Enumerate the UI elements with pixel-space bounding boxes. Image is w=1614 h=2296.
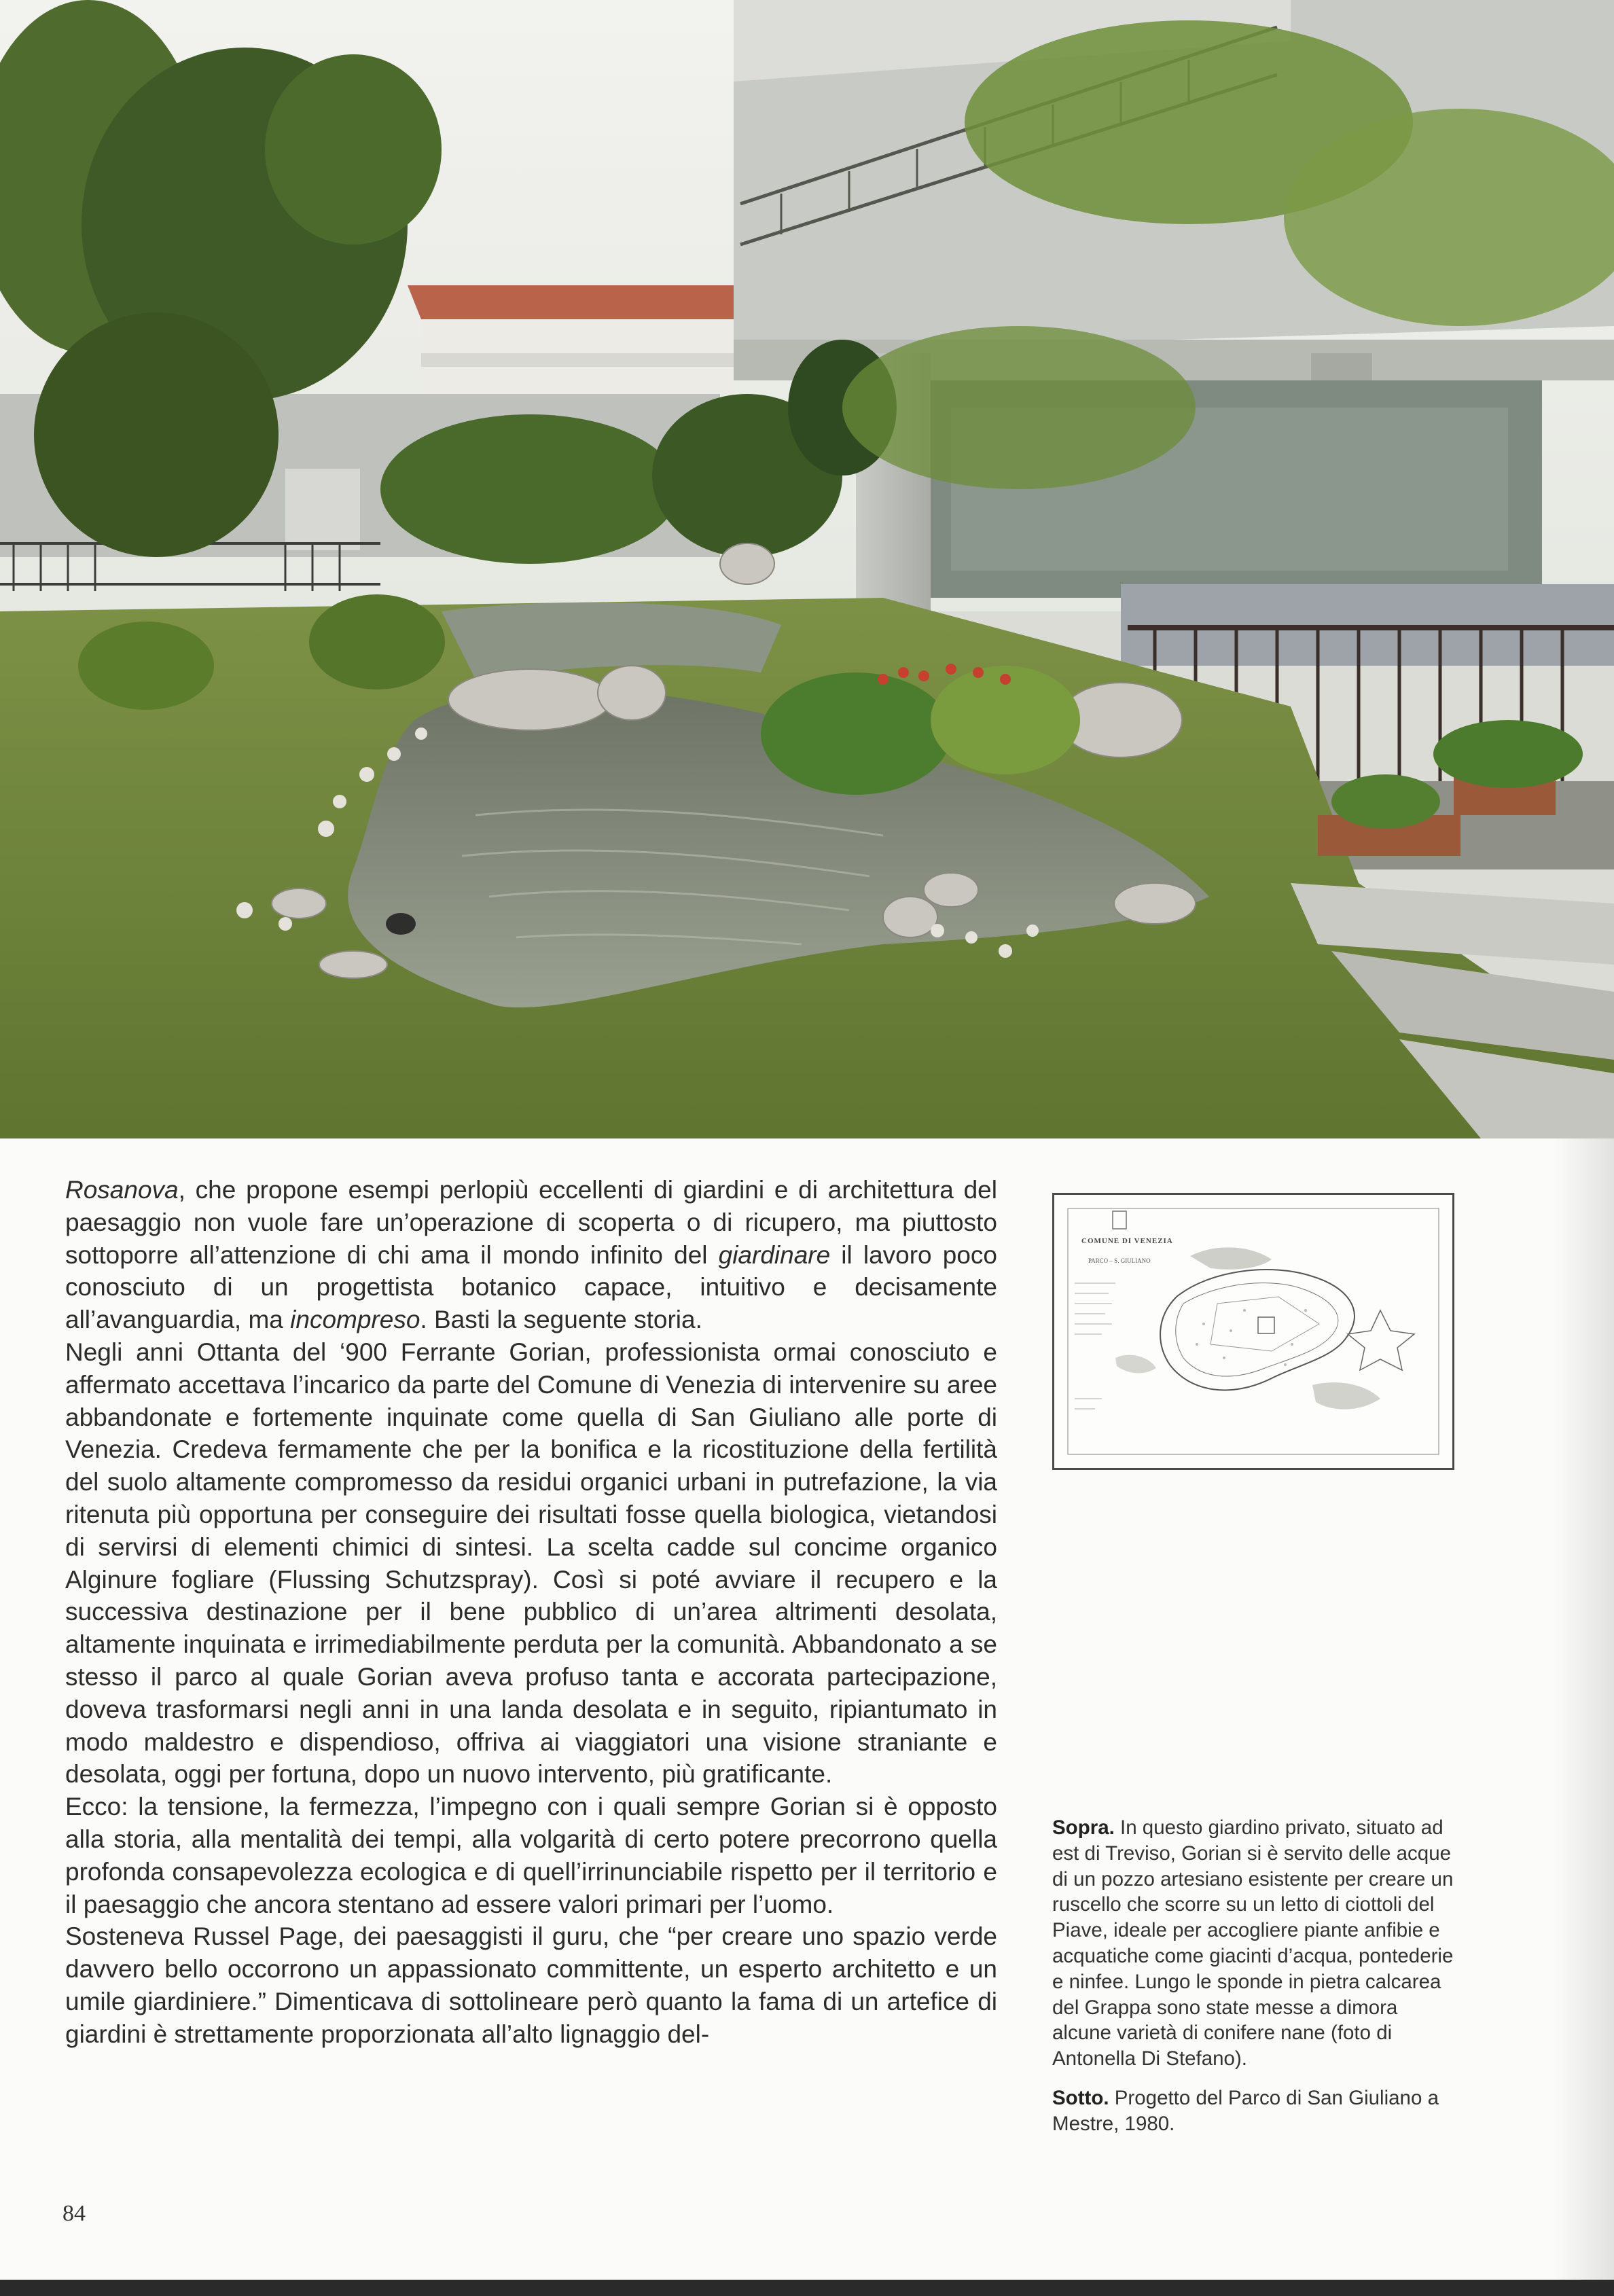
page-number: 84 bbox=[62, 2201, 86, 2226]
plan-title: COMUNE DI VENEZIA bbox=[1081, 1237, 1173, 1245]
photo-illustration bbox=[0, 0, 1614, 1138]
paragraph-intro bbox=[65, 1174, 997, 1336]
caption-below bbox=[1052, 2085, 1460, 2137]
caption-above bbox=[1052, 1815, 1460, 2072]
intro-text-2: il lavoro poco conosciuto di un progettista botanico capace, intuitivo e decisamente all’avanguardia, ma bbox=[65, 1240, 997, 1334]
scan-edge bbox=[0, 2280, 1614, 2296]
caption-above-text: In questo giardino privato, situato ad est di Treviso, Gorian si è servito delle acque di un pozzo artesiano esistente per creare un ruscello che scorre su un letto di ciottoli del Piave, ideale per accogliere piante anfibie e acquatiche come giacinti d’acqua, pontederie e ninfee. Lungo le sponde in pietra calcarea del Grappa sono state messe a dimora alcune varietà di conifere nane (foto di Antonella Di Stefano). bbox=[1052, 1816, 1454, 2070]
paragraph-russel-page: Sosteneva Russel Page, dei paesaggisti il guru, che “per creare uno spazio verde davvero bello occorrono un appassionato committente, un esperto architetto e un umile giardiniere.” Dimenticava di sottolineare però quanto la fama di un artefice di giardini è strettamente proporzionata all’alto lignaggio del- bbox=[65, 1922, 997, 2048]
park-plan-drawing bbox=[1052, 1193, 1454, 1470]
photo-caption bbox=[1052, 1815, 1460, 2151]
paragraph-history: Negli anni Ottanta del ‘900 Ferrante Gorian, professionista ormai conosciuto e affermato accettava l’incarico da parte del Comune di Venezia di intervenire su aree abbandonate e fortemente inquinate come quella di San Giuliano alle porte di Venezia. Credeva fermamente che per la bonifica e la ricostituzione della fertilità del suolo altamente compromesso da residui organici urbani in putrefazione, la via ritenuta più opportuna per conseguire dei risultati fosse quella biologica, vietandosi di servirsi di elementi chimici di sintesi. La scelta cadde sul concime organico Alginure fogliare (Flussing Schutzspray). Così si poté avviare il recupero e la successiva destinazione per il bene pubblico di un’area altrimenti desolata, altamente inquinata e irrimediabilmente perduta per la comunità. Abbandonato a se stesso il parco al quale Gorian aveva profuso tanta e accorata partecipazione, doveva trasformarsi negli anni in una landa desolata e in seguito, ripiantumato in modo maldestro e dispendioso, offriva ai viaggiatori una visione straniante e desolata, oggi per fortuna, dopo un nuovo intervento, più gratificante. bbox=[65, 1338, 997, 1789]
caption-below-label: Sotto. bbox=[1052, 2086, 1109, 2109]
caption-above-label: Sopra. bbox=[1052, 1816, 1115, 1839]
garden-stream-photo bbox=[0, 0, 1614, 1138]
intro-text-1: , che propone esempi perlopiù eccellenti di giardini e di architettura del paesaggio non vuole fare un’operazione di scoperta o di ricupero, ma piuttosto sottoporre all’attenzione di chi ama il mondo infinito del bbox=[65, 1176, 997, 1269]
plan-subtitle: PARCO – S. GIULIANO bbox=[1088, 1257, 1151, 1264]
intro-emphasis-incompreso: incompreso bbox=[290, 1306, 420, 1334]
page-gutter-shadow bbox=[1553, 1138, 1614, 2280]
article-body bbox=[65, 1174, 997, 2051]
magazine-name: Rosanova bbox=[65, 1176, 179, 1204]
intro-emphasis-giardinare: giardinare bbox=[718, 1240, 831, 1269]
caption-below-text: Progetto del Parco di San Giuliano a Mestre, 1980. bbox=[1052, 2086, 1439, 2135]
intro-text-3: . Basti la seguente storia. bbox=[420, 1306, 702, 1334]
plan-illustration bbox=[1054, 1195, 1452, 1468]
paragraph-ecology: Ecco: la tensione, la fermezza, l’impegno con i quali sempre Gorian si è opposto alla storia, alla mentalità dei tempi, alla volgarità di certo potere precorrono quella profonda consapevolezza ecologica e di quell’irrinunciabile rispetto per il territorio e il paesaggio che ancora stentano ad essere valori primari per l’uomo. bbox=[65, 1793, 997, 1918]
